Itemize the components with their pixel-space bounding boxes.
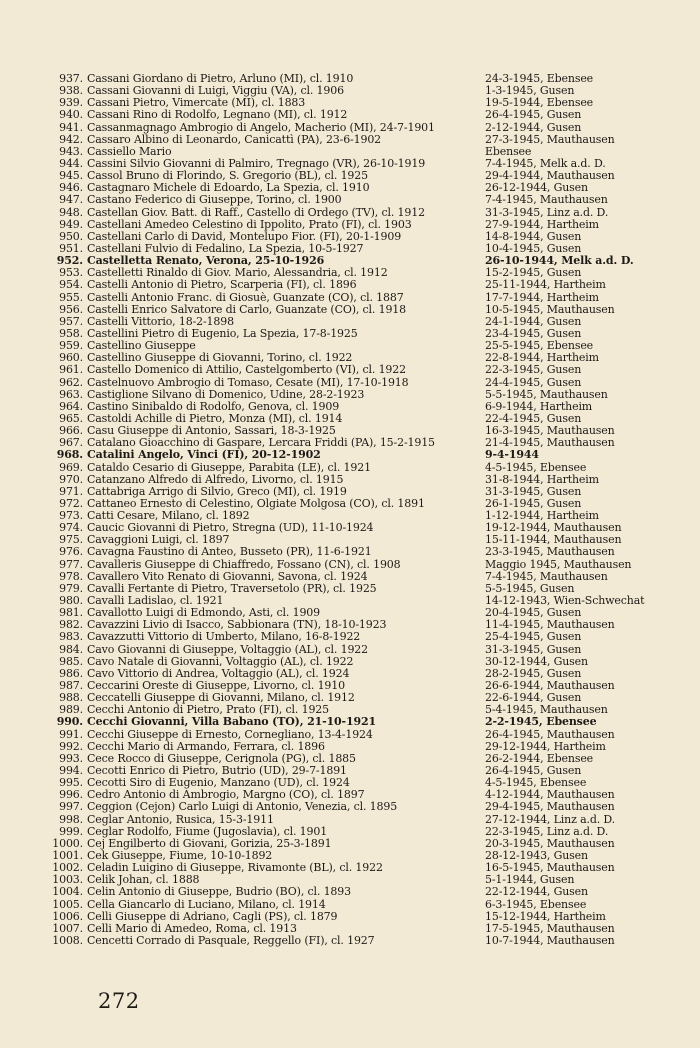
entry-name: Cencetti Corrado di Pasquale, Reggello (FI), cl. 1927 xyxy=(87,934,375,947)
list-item xyxy=(30,316,670,328)
entry-number: 987. xyxy=(59,679,83,693)
entry-name: Ceglar Antonio, Rusica, 15-3-1911 xyxy=(87,813,274,826)
entry-death-date-place: 2-2-1945, Ebensee xyxy=(485,716,597,729)
entry-death-date-place: 6-3-1945, Ebensee xyxy=(485,898,587,911)
entry-death-date-place: 28-12-1943, Gusen xyxy=(485,850,588,862)
entry-death-date-place: 10-4-1945, Gusen xyxy=(485,242,582,255)
list-item xyxy=(30,534,670,546)
entry-death-date-place: 22-3-1945, Gusen xyxy=(485,364,582,377)
entry-number: 954. xyxy=(59,278,83,292)
entry-number: 968. xyxy=(56,448,83,462)
list-item xyxy=(30,486,670,498)
entry-number: 992. xyxy=(59,739,83,753)
entry-name: Castellani Fulvio di Fedalino, La Spezia, 10-5-1927 xyxy=(87,242,364,255)
entry-name: Cassani Rino di Rodolfo, Legnano (MI), cl. 1912 xyxy=(87,109,348,122)
entry-death-date-place: 29-12-1944, Hartheim xyxy=(485,740,606,753)
entry-number: 1002. xyxy=(52,861,83,875)
list-item xyxy=(30,692,670,704)
entry-death-date-place: 27-9-1944, Hartheim xyxy=(485,218,599,231)
list-item xyxy=(30,219,670,231)
list-item xyxy=(30,437,670,449)
entry-number: 943. xyxy=(59,144,83,158)
list-item xyxy=(30,716,670,728)
entry-death-date-place: 7-4-1945, Mauthausen xyxy=(485,570,608,583)
entry-number: 996. xyxy=(59,788,83,802)
list-item xyxy=(30,170,670,182)
entry-death-date-place: 31-8-1944, Hartheim xyxy=(485,473,599,486)
list-item xyxy=(30,304,670,316)
entry-number: 973. xyxy=(59,509,83,523)
list-item xyxy=(30,146,670,158)
list-item xyxy=(30,522,670,534)
entry-death-date-place: 21-4-1945, Mauthausen xyxy=(485,437,615,450)
list-item xyxy=(30,559,670,571)
entry-name: Cassani Giordano di Pietro, Arluno (MI), cl. 1910 xyxy=(87,73,354,85)
list-item xyxy=(30,267,670,279)
list-item xyxy=(30,194,670,206)
entry-number: 964. xyxy=(59,399,83,413)
entry-number: 1006. xyxy=(52,909,83,923)
entry-death-date-place: 2-12-1944, Gusen xyxy=(485,121,582,134)
entry-death-date-place: 9-4-1944 xyxy=(485,449,539,462)
entry-number: 958. xyxy=(59,326,83,340)
entry-number: 951. xyxy=(59,241,83,255)
entry-name: Caucic Giovanni di Pietro, Stregna (UD), 11-10-1924 xyxy=(87,522,374,535)
list-item xyxy=(30,595,670,607)
entry-number: 962. xyxy=(59,375,83,389)
entry-name: Castiglione Silvano di Domenico, Udine, 28-2-1923 xyxy=(87,388,365,401)
list-item xyxy=(30,631,670,643)
entry-death-date-place: 5-4-1945, Mauthausen xyxy=(485,704,608,717)
list-item xyxy=(30,680,670,692)
entry-death-date-place: 15-2-1945, Gusen xyxy=(485,267,582,280)
entry-name: Castellan Giov. Batt. di Raff., Castello di Ordego (TV), cl. 1912 xyxy=(87,206,425,219)
entry-name: Ceccatelli Giuseppe di Giovanni, Milano, cl. 1912 xyxy=(87,692,355,705)
entry-name: Cavalli Ladislao, cl. 1921 xyxy=(87,595,224,608)
list-item xyxy=(30,122,670,134)
entry-death-date-place: 26-6-1944, Mauthausen xyxy=(485,680,615,693)
entry-name: Castellino Giuseppe xyxy=(87,340,196,353)
entry-name: Catanzano Alfredo di Alfredo, Livorno, cl. 1915 xyxy=(87,473,344,486)
entry-number: 979. xyxy=(59,581,83,595)
list-item xyxy=(30,389,670,401)
entry-death-date-place: 23-3-1945, Mauthausen xyxy=(485,546,615,559)
list-item xyxy=(30,243,670,255)
entry-number: 974. xyxy=(59,521,83,535)
entry-list xyxy=(30,73,670,947)
entry-name: Celin Antonio di Giuseppe, Budrio (BO), cl. 1893 xyxy=(87,886,351,899)
entry-name: Cecchi Giuseppe di Ernesto, Cornegliano, 13-4-1924 xyxy=(87,728,373,741)
entry-number: 1004. xyxy=(52,885,83,899)
entry-death-date-place: 23-4-1945, Gusen xyxy=(485,327,582,340)
list-item xyxy=(30,874,670,886)
entry-death-date-place: 25-5-1945, Ebensee xyxy=(485,340,594,353)
list-item xyxy=(30,826,670,838)
entry-name: Catti Cesare, Milano, cl. 1892 xyxy=(87,510,250,523)
entry-number: 997. xyxy=(59,800,83,814)
entry-name: Cavazzini Livio di Isacco, Sabbionara (TN), 18-10-1923 xyxy=(87,619,387,632)
entry-number: 986. xyxy=(59,666,83,680)
entry-death-date-place: 26-4-1945, Mauthausen xyxy=(485,728,615,741)
entry-name: Castelli Enrico Salvatore di Carlo, Guanzate (CO), cl. 1918 xyxy=(87,303,407,316)
entry-number: 991. xyxy=(59,727,83,741)
entry-number: 1005. xyxy=(52,897,83,911)
list-item xyxy=(30,158,670,170)
list-item xyxy=(30,292,670,304)
entry-name: Celik Johan, cl. 1888 xyxy=(87,874,200,887)
list-item xyxy=(30,462,670,474)
entry-name: Cassani Giovanni di Luigi, Viggiu (VA), cl. 1906 xyxy=(87,85,344,98)
entry-name: Cece Rocco di Giuseppe, Cerignola (PG), cl. 1885 xyxy=(87,752,356,765)
entry-number: 952. xyxy=(56,254,83,268)
entry-name: Cedro Antonio di Ambrogio, Margno (CO), cl. 1897 xyxy=(87,789,365,802)
entry-death-date-place: 1-3-1945, Gusen xyxy=(485,85,575,98)
entry-number: 960. xyxy=(59,351,83,365)
entry-name: Castelnuovo Ambrogio di Tomaso, Cesate (MI), 17-10-1918 xyxy=(87,376,409,389)
entry-number: 963. xyxy=(59,387,83,401)
page-number: 272 xyxy=(98,989,140,1013)
entry-death-date-place: 15-11-1944, Mauthausen xyxy=(485,534,622,547)
entry-number: 995. xyxy=(59,776,83,790)
entry-death-date-place: 26-4-1945, Gusen xyxy=(485,109,582,122)
entry-death-date-place: 17-5-1945, Mauthausen xyxy=(485,922,615,935)
list-item xyxy=(30,73,670,85)
entry-death-date-place: 10-5-1945, Mauthausen xyxy=(485,303,615,316)
entry-number: 944. xyxy=(59,156,83,170)
list-item xyxy=(30,182,670,194)
entry-death-date-place: 28-2-1945, Gusen xyxy=(485,667,582,680)
entry-number: 984. xyxy=(59,642,83,656)
entry-number: 978. xyxy=(59,569,83,583)
entry-number: 989. xyxy=(59,703,83,717)
entry-name: Celadin Luigino di Giuseppe, Rivamonte (BL), cl. 1922 xyxy=(87,862,383,875)
list-item xyxy=(30,668,670,680)
entry-death-date-place: 17-7-1944, Hartheim xyxy=(485,291,599,304)
list-item xyxy=(30,474,670,486)
entry-number: 976. xyxy=(59,545,83,559)
list-item xyxy=(30,935,670,947)
list-item xyxy=(30,789,670,801)
entry-name: Cek Giuseppe, Fiume, 10-10-1892 xyxy=(87,850,273,862)
list-item xyxy=(30,255,670,267)
entry-name: Cataldo Cesario di Giuseppe, Parabita (LE), cl. 1921 xyxy=(87,461,371,474)
entry-number: 977. xyxy=(59,557,83,571)
list-item xyxy=(30,571,670,583)
entry-name: Cecotti Enrico di Pietro, Butrio (UD), 29-7-1891 xyxy=(87,765,347,778)
entry-name: Castelli Antonio Franc. di Giosuè, Guanzate (CO), cl. 1887 xyxy=(87,291,404,304)
entry-number: 947. xyxy=(59,193,83,207)
list-item xyxy=(30,753,670,765)
entry-number: 959. xyxy=(59,339,83,353)
entry-name: Castino Sinibaldo di Rodolfo, Genova, cl. 1909 xyxy=(87,400,340,413)
entry-number: 950. xyxy=(59,229,83,243)
entry-name: Cecchi Giovanni, Villa Babano (TO), 21-10-1921 xyxy=(87,716,376,729)
entry-name: Cavallero Vito Renato di Giovanni, Savona, cl. 1924 xyxy=(87,570,368,583)
list-item xyxy=(30,704,670,716)
entry-death-date-place: 19-12-1944, Mauthausen xyxy=(485,522,622,535)
entry-death-date-place: 24-1-1944, Gusen xyxy=(485,315,582,328)
entry-number: 983. xyxy=(59,630,83,644)
entry-death-date-place: 26-12-1944, Gusen xyxy=(485,182,588,195)
entry-death-date-place: 5-5-1945, Mauthausen xyxy=(485,388,608,401)
entry-death-date-place: 20-4-1945, Gusen xyxy=(485,607,582,620)
entry-name: Castellino Giuseppe di Giovanni, Torino, cl. 1922 xyxy=(87,352,353,365)
list-item xyxy=(30,134,670,146)
entry-death-date-place: Ebensee xyxy=(485,145,532,158)
entry-number: 970. xyxy=(59,472,83,486)
list-item xyxy=(30,510,670,522)
entry-death-date-place: 1-12-1944, Hartheim xyxy=(485,510,599,523)
entry-number: 948. xyxy=(59,205,83,219)
list-item xyxy=(30,449,670,461)
list-item xyxy=(30,801,670,813)
entry-number: 971. xyxy=(59,484,83,498)
entry-number: 957. xyxy=(59,314,83,328)
list-item xyxy=(30,911,670,923)
entry-name: Catalini Angelo, Vinci (FI), 20-12-1902 xyxy=(87,449,321,462)
entry-death-date-place: 5-1-1944, Gusen xyxy=(485,874,575,887)
entry-name: Cassini Silvio Giovanni di Palmiro, Tregnago (VR), 26-10-1919 xyxy=(87,157,426,170)
entry-name: Castano Federico di Giuseppe, Torino, cl. 1900 xyxy=(87,194,342,207)
entry-number: 966. xyxy=(59,424,83,438)
entry-number: 975. xyxy=(59,533,83,547)
list-item xyxy=(30,656,670,668)
entry-death-date-place: 26-4-1945, Gusen xyxy=(485,765,582,778)
entry-number: 967. xyxy=(59,436,83,450)
entry-number: 981. xyxy=(59,606,83,620)
entry-name: Ceccarini Oreste di Giuseppe, Livorno, cl. 1910 xyxy=(87,680,345,693)
entry-death-date-place: 22-12-1944, Gusen xyxy=(485,886,588,899)
entry-name: Cej Engilberto di Giovani, Gorizia, 25-3-1891 xyxy=(87,837,332,850)
entry-number: 969. xyxy=(59,460,83,474)
entry-number: 1000. xyxy=(52,836,83,850)
entry-name: Cassanmagnago Ambrogio di Angelo, Macherio (MI), 24-7-1901 xyxy=(87,121,435,134)
entry-number: 942. xyxy=(59,132,83,146)
list-item xyxy=(30,607,670,619)
entry-name: Cavo Vittorio di Andrea, Voltaggio (AL), cl. 1924 xyxy=(87,667,350,680)
entry-number: 949. xyxy=(59,217,83,231)
entry-name: Catalano Gioacchino di Gaspare, Lercara Friddi (PA), 15-2-1915 xyxy=(87,437,435,450)
list-item xyxy=(30,838,670,850)
entry-number: 980. xyxy=(59,594,83,608)
entry-death-date-place: 27-3-1945, Mauthausen xyxy=(485,133,615,146)
list-item xyxy=(30,352,670,364)
entry-death-date-place: 22-4-1945, Gusen xyxy=(485,412,582,425)
list-item xyxy=(30,850,670,862)
entry-death-date-place: 31-3-1945, Gusen xyxy=(485,643,582,656)
entry-number: 994. xyxy=(59,764,83,778)
entry-number: 993. xyxy=(59,751,83,765)
entry-death-date-place: 22-3-1945, Linz a.d. D. xyxy=(485,825,609,838)
entry-death-date-place: 14-12-1943, Wien-Schwechat xyxy=(485,595,645,608)
entry-name: Cavazzutti Vittorio di Umberto, Milano, 16-8-1922 xyxy=(87,631,361,644)
list-item xyxy=(30,279,670,291)
entry-death-date-place: 22-8-1944, Hartheim xyxy=(485,352,599,365)
entry-number: 940. xyxy=(59,108,83,122)
entry-name: Cavaggioni Luigi, cl. 1897 xyxy=(87,534,230,547)
entry-name: Cavalleris Giuseppe di Chiaffredo, Fossano (CN), cl. 1908 xyxy=(87,558,401,571)
entry-death-date-place: 4-5-1945, Ebensee xyxy=(485,777,587,790)
entry-name: Castelli Antonio di Pietro, Scarperia (FI), cl. 1896 xyxy=(87,279,357,292)
list-item xyxy=(30,85,670,97)
entry-name: Celli Mario di Amedeo, Roma, cl. 1913 xyxy=(87,922,297,935)
entry-name: Cavo Giovanni di Giuseppe, Voltaggio (AL), cl. 1922 xyxy=(87,643,368,656)
entry-number: 985. xyxy=(59,654,83,668)
list-item xyxy=(30,231,670,243)
entry-name: Castagnaro Michele di Edoardo, La Spezia, cl. 1910 xyxy=(87,182,370,195)
entry-death-date-place: 24-4-1945, Gusen xyxy=(485,376,582,389)
list-item xyxy=(30,644,670,656)
entry-name: Cassani Pietro, Vimercate (MI), cl. 1883 xyxy=(87,97,306,110)
entry-name: Cassiello Mario xyxy=(87,145,172,158)
entry-number: 938. xyxy=(59,84,83,98)
list-item xyxy=(30,741,670,753)
list-item xyxy=(30,340,670,352)
entry-death-date-place: 7-4-1945, Melk a.d. D. xyxy=(485,157,606,170)
entry-name: Ceggion (Cejon) Carlo Luigi di Antonio, Venezia, cl. 1895 xyxy=(87,801,398,814)
entry-name: Cassol Bruno di Florindo, S. Gregorio (BL), cl. 1925 xyxy=(87,170,368,183)
entry-death-date-place: 29-4-1945, Mauthausen xyxy=(485,801,615,814)
entry-number: 972. xyxy=(59,496,83,510)
entry-death-date-place: 24-3-1945, Ebensee xyxy=(485,73,594,85)
list-item xyxy=(30,328,670,340)
entry-name: Cavalli Fertante di Pietro, Traversetolo (PR), cl. 1925 xyxy=(87,582,377,595)
entry-death-date-place: 4-12-1944, Mauthausen xyxy=(485,789,615,802)
entry-death-date-place: 15-12-1944, Hartheim xyxy=(485,910,606,923)
list-item xyxy=(30,814,670,826)
entry-name: Cella Giancarlo di Luciano, Milano, cl. 1914 xyxy=(87,898,326,911)
entry-number: 953. xyxy=(59,266,83,280)
list-item xyxy=(30,546,670,558)
entry-death-date-place: 31-3-1945, Gusen xyxy=(485,485,582,498)
entry-name: Castellani Amedeo Celestino di Ippolito, Prato (FI), cl. 1903 xyxy=(87,218,412,231)
entry-death-date-place: 26-2-1944, Ebensee xyxy=(485,752,594,765)
entry-death-date-place: 7-4-1945, Mauthausen xyxy=(485,194,608,207)
entry-death-date-place: 29-4-1944, Mauthausen xyxy=(485,170,615,183)
list-item xyxy=(30,207,670,219)
list-item xyxy=(30,862,670,874)
list-item xyxy=(30,619,670,631)
entry-name: Cavo Natale di Giovanni, Voltaggio (AL), cl. 1922 xyxy=(87,655,354,668)
entry-name: Cattabriga Arrigo di Silvio, Greco (MI), cl. 1919 xyxy=(87,485,347,498)
entry-number: 1003. xyxy=(52,873,83,887)
entry-death-date-place: 26-1-1945, Gusen xyxy=(485,497,582,510)
entry-death-date-place: 20-3-1945, Mauthausen xyxy=(485,837,615,850)
list-item xyxy=(30,109,670,121)
entry-death-date-place: 31-3-1945, Linz a.d. D. xyxy=(485,206,609,219)
entry-death-date-place: 16-3-1945, Mauthausen xyxy=(485,425,615,438)
entry-number: 998. xyxy=(59,812,83,826)
entry-name: Castellini Pietro di Eugenio, La Spezia, 17-8-1925 xyxy=(87,327,358,340)
entry-name: Castellani Carlo di David, Montelupo Fior. (FI), 20-1-1909 xyxy=(87,230,402,243)
entry-death-date-place: 22-6-1944, Gusen xyxy=(485,692,582,705)
entry-number: 999. xyxy=(59,824,83,838)
entry-name: Cavallotto Luigi di Edmondo, Asti, cl. 1909 xyxy=(87,607,320,620)
entry-number: 937. xyxy=(59,72,83,85)
entry-name: Celli Giuseppe di Adriano, Cagli (PS), cl. 1879 xyxy=(87,910,338,923)
entry-name: Castelli Vittorio, 18-2-1898 xyxy=(87,315,234,328)
list-item xyxy=(30,777,670,789)
list-item xyxy=(30,413,670,425)
entry-death-date-place: 11-4-1945, Mauthausen xyxy=(485,619,615,632)
entry-death-date-place: 25-4-1945, Gusen xyxy=(485,631,582,644)
entry-name: Casu Giuseppe di Antonio, Sassari, 18-3-1925 xyxy=(87,425,336,438)
list-item xyxy=(30,899,670,911)
entry-number: 990. xyxy=(56,715,83,729)
entry-number: 945. xyxy=(59,169,83,183)
list-item xyxy=(30,886,670,898)
entry-death-date-place: 6-9-1944, Hartheim xyxy=(485,400,593,413)
entry-number: 988. xyxy=(59,691,83,705)
entry-number: 939. xyxy=(59,96,83,110)
entry-number: 955. xyxy=(59,290,83,304)
entry-death-date-place: 10-7-1944, Mauthausen xyxy=(485,934,615,947)
entry-death-date-place: 27-12-1944, Linz a.d. D. xyxy=(485,813,616,826)
entry-number: 956. xyxy=(59,302,83,316)
entry-death-date-place: 5-5-1945, Gusen xyxy=(485,582,575,595)
entry-number: 965. xyxy=(59,411,83,425)
list-item xyxy=(30,729,670,741)
entry-name: Cecotti Siro di Eugenio, Manzano (UD), cl. 1924 xyxy=(87,777,350,790)
entry-number: 941. xyxy=(59,120,83,134)
entry-name: Cecchi Mario di Armando, Ferrara, cl. 1896 xyxy=(87,740,325,753)
list-item xyxy=(30,923,670,935)
list-item xyxy=(30,377,670,389)
list-item xyxy=(30,765,670,777)
list-item xyxy=(30,498,670,510)
entry-name: Castello Domenico di Attilio, Castelgomberto (VI), cl. 1922 xyxy=(87,364,406,377)
entry-death-date-place: 4-5-1945, Ebensee xyxy=(485,461,587,474)
entry-name: Castelletta Renato, Verona, 25-10-1926 xyxy=(87,255,325,268)
entry-name: Castelletti Rinaldo di Giov. Mario, Alessandria, cl. 1912 xyxy=(87,267,388,280)
entry-name: Cavagna Faustino di Anteo, Busseto (PR), 11-6-1921 xyxy=(87,546,372,559)
list-item xyxy=(30,401,670,413)
entry-name: Cassaro Albino di Leonardo, Canicattì (PA), 23-6-1902 xyxy=(87,133,382,146)
list-item xyxy=(30,97,670,109)
entry-name: Cecchi Antonio di Pietro, Prato (FI), cl. 1925 xyxy=(87,704,329,717)
entry-number: 1007. xyxy=(52,921,83,935)
entry-death-date-place: 30-12-1944, Gusen xyxy=(485,655,588,668)
entry-number: 1001. xyxy=(52,849,83,862)
list-item xyxy=(30,583,670,595)
entry-death-date-place: Maggio 1945, Mauthausen xyxy=(485,558,632,571)
entry-name: Cattaneo Ernesto di Celestino, Olgiate Molgosa (CO), cl. 1891 xyxy=(87,497,425,510)
entry-death-date-place: 19-5-1944, Ebensee xyxy=(485,97,594,110)
entry-death-date-place: 14-8-1944, Gusen xyxy=(485,230,582,243)
list-item xyxy=(30,425,670,437)
entry-name: Castoldi Achille di Pietro, Monza (MI), cl. 1914 xyxy=(87,412,343,425)
entry-number: 961. xyxy=(59,363,83,377)
entry-number: 982. xyxy=(59,618,83,632)
list-item xyxy=(30,364,670,376)
entry-number: 946. xyxy=(59,181,83,195)
entry-number: 1008. xyxy=(52,933,83,947)
entry-death-date-place: 25-11-1944, Hartheim xyxy=(485,279,606,292)
entry-death-date-place: 16-5-1945, Mauthausen xyxy=(485,862,615,875)
entry-death-date-place: 26-10-1944, Melk a.d. D. xyxy=(485,255,634,268)
entry-name: Ceglar Rodolfo, Fiume (Jugoslavia), cl. 1901 xyxy=(87,825,328,838)
